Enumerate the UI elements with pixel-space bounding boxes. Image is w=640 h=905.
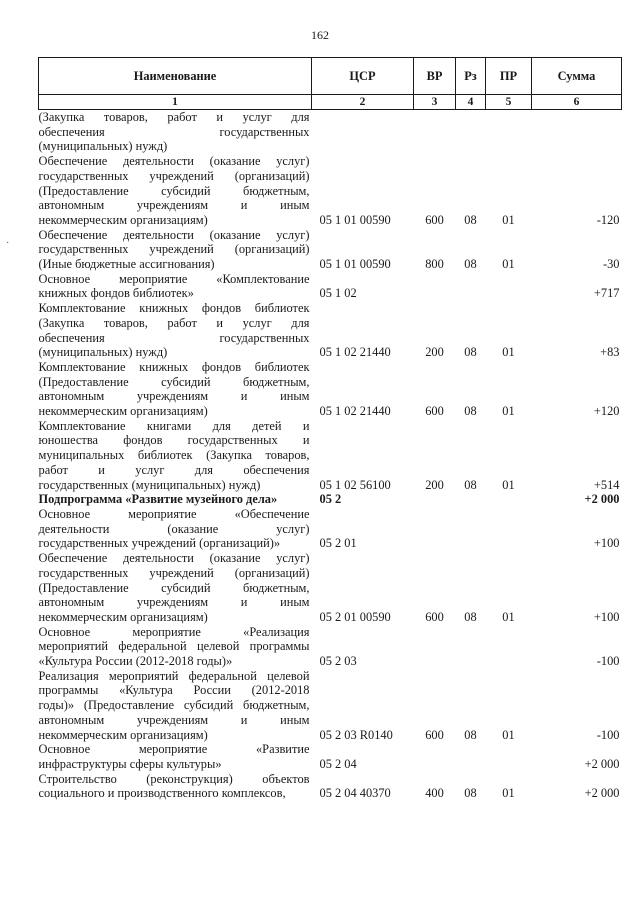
row-name-line: государственных (муниципальных) нужд) (38, 477, 261, 492)
row-name (39, 772, 312, 801)
header-row (39, 58, 622, 95)
row-name-line: Обеспечение деятельности (оказание услуг) (38, 551, 310, 566)
scan-edge-mark: · (6, 238, 10, 249)
row-pr: 01 (502, 345, 515, 360)
row-sum: +120 (593, 404, 620, 419)
header-sum: Сумма (532, 58, 622, 95)
budget-table (38, 57, 622, 801)
row-name-line: работ и услуг для обеспечения (38, 462, 310, 477)
row-csr (312, 110, 414, 155)
row-name-line: автономным учреждениям и иным (38, 712, 310, 727)
row-rz (456, 110, 486, 155)
column-number: 5 (486, 95, 532, 110)
row-vr: 200 (425, 477, 444, 492)
row-name (39, 507, 312, 551)
row-vr (414, 492, 456, 507)
row-name-line: автономным учреждениям и иным (38, 595, 310, 610)
table-row (39, 551, 622, 625)
table-row (39, 154, 622, 228)
row-name-line: некоммерческим организациям) (38, 212, 208, 227)
row-csr: 05 1 02 (319, 286, 357, 301)
row-sum: +514 (593, 477, 620, 492)
row-name-line: Обеспечение деятельности (оказание услуг) (38, 154, 310, 169)
row-name-line: книжных фондов библиотек» (38, 286, 194, 301)
column-number-row (39, 95, 622, 110)
row-name-line: автономным учреждениям и иным (38, 198, 310, 213)
table-row (39, 110, 622, 155)
row-rz: 08 (464, 477, 477, 492)
column-number: 6 (532, 95, 622, 110)
row-vr (414, 110, 456, 155)
row-name-line: (Закупка товаров, работ и услуг для (38, 315, 310, 330)
row-sum: -30 (602, 257, 620, 272)
row-name-line: некоммерческим организациям) (38, 727, 208, 742)
table-row (39, 301, 622, 360)
header-rz: Рз (456, 58, 486, 95)
row-name-line: инфраструктуры сферы культуры» (38, 756, 222, 771)
row-pr: 01 (502, 786, 515, 801)
header-csr: ЦСР (312, 58, 414, 95)
row-csr: 05 2 (319, 492, 342, 507)
row-rz (456, 272, 486, 301)
row-name-line: (муниципальных) нужд) (38, 345, 168, 360)
row-sum (532, 110, 622, 155)
row-pr: 01 (502, 404, 515, 419)
row-name-line: Реализация мероприятий федеральной целевой (38, 668, 310, 683)
table-row (39, 625, 622, 669)
row-csr: 05 2 03 (319, 654, 357, 669)
row-name (39, 551, 312, 625)
row-sum: +100 (593, 536, 620, 551)
row-vr: 200 (425, 345, 444, 360)
row-name (39, 669, 312, 743)
row-name-line: (Иные бюджетные ассигнования) (38, 257, 215, 272)
row-name (39, 228, 312, 272)
row-name (39, 272, 312, 301)
row-pr (486, 625, 532, 669)
row-rz (456, 492, 486, 507)
table-row (39, 360, 622, 419)
row-name-line: (Предоставление субсидий бюджетным, (38, 183, 310, 198)
row-pr (486, 507, 532, 551)
row-name-line: государственных учреждений (организаций) (38, 565, 310, 580)
row-sum: -120 (596, 212, 620, 227)
row-name-line: годы)» (Предоставление субсидий бюджетным, (38, 698, 310, 713)
row-rz: 08 (464, 257, 477, 272)
row-csr: 05 1 01 00590 (319, 212, 391, 227)
row-pr: 01 (502, 212, 515, 227)
row-name-line: Основное мероприятие «Реализация (38, 624, 310, 639)
row-csr: 05 1 02 21440 (319, 345, 391, 360)
row-name (39, 110, 312, 155)
table-row (39, 272, 622, 301)
row-rz: 08 (464, 212, 477, 227)
row-vr (414, 507, 456, 551)
column-number: 4 (456, 95, 486, 110)
row-name-line: государственных учреждений (организаций)» (38, 536, 281, 551)
column-number: 3 (414, 95, 456, 110)
table-row (39, 228, 622, 272)
row-sum: +717 (593, 286, 620, 301)
table-row (39, 419, 622, 493)
row-vr: 800 (425, 257, 444, 272)
row-sum: -100 (596, 654, 620, 669)
table-row (39, 742, 622, 771)
row-name (39, 301, 312, 360)
row-name (39, 742, 312, 771)
row-vr: 400 (425, 786, 444, 801)
row-sum: +83 (600, 345, 620, 360)
row-vr (414, 272, 456, 301)
row-name-line: обеспечения государственных (38, 330, 310, 345)
row-rz: 08 (464, 345, 477, 360)
row-name-line: мероприятий федеральной целевой программы (38, 639, 310, 654)
row-vr (414, 742, 456, 771)
row-pr: 01 (502, 257, 515, 272)
row-pr: 01 (502, 609, 515, 624)
row-name-line: (Предоставление субсидий бюджетным, (38, 374, 310, 389)
row-pr (486, 492, 532, 507)
row-name (39, 154, 312, 228)
row-csr: 05 2 04 40370 (319, 786, 391, 801)
row-name-line: деятельности (оказание услуг) (38, 521, 310, 536)
table-row (39, 507, 622, 551)
row-pr: 01 (502, 727, 515, 742)
row-csr: 05 2 04 (319, 756, 357, 771)
row-name-line: некоммерческим организациям) (38, 404, 208, 419)
row-sum: -100 (596, 727, 620, 742)
row-name-line: (муниципальных) нужд) (38, 139, 168, 154)
row-name (39, 492, 312, 507)
row-name (39, 360, 312, 419)
row-name-line: социального и производственного комплексов, (38, 786, 286, 801)
table-header (39, 58, 622, 110)
column-number: 1 (39, 95, 312, 110)
row-rz: 08 (464, 404, 477, 419)
row-vr: 600 (425, 212, 444, 227)
row-name-line: программы «Культура России (2012-2018 (38, 683, 310, 698)
row-name-line: государственных учреждений (организаций) (38, 168, 310, 183)
row-rz: 08 (464, 609, 477, 624)
row-sum: +2 000 (584, 786, 620, 801)
row-name-line: Основное мероприятие «Обеспечение (38, 506, 310, 521)
row-name-line: Комплектование книжных фондов библиотек (38, 301, 310, 316)
row-name (39, 625, 312, 669)
row-name-line: Подпрограмма «Развитие музейного дела» (38, 492, 278, 507)
row-name-line: Комплектование книгами для детей и (38, 418, 310, 433)
row-name-line: (Предоставление субсидий бюджетным, (38, 580, 310, 595)
table-row (39, 669, 622, 743)
row-name-line: Комплектование книжных фондов библиотек (38, 359, 310, 374)
row-vr: 600 (425, 404, 444, 419)
row-name-line: автономным учреждениям и иным (38, 389, 310, 404)
row-pr (486, 742, 532, 771)
row-csr: 05 1 02 21440 (319, 404, 391, 419)
row-csr: 05 2 01 00590 (319, 609, 391, 624)
row-csr: 05 2 03 R0140 (319, 727, 393, 742)
row-name-line: Обеспечение деятельности (оказание услуг) (38, 227, 310, 242)
row-rz: 08 (464, 786, 477, 801)
row-csr: 05 2 01 (319, 536, 357, 551)
row-name-line: (Закупка товаров, работ и услуг для (38, 110, 310, 124)
row-csr: 05 1 01 00590 (319, 257, 391, 272)
row-name-line: некоммерческим организациям) (38, 609, 208, 624)
row-name-line: «Культура России (2012-2018 годы)» (38, 654, 233, 669)
row-name-line: государственных учреждений (организаций) (38, 242, 310, 257)
table-row (39, 492, 622, 507)
page-number: 162 (311, 28, 329, 42)
row-vr: 600 (425, 609, 444, 624)
header-pr: ПР (486, 58, 532, 95)
row-pr: 01 (502, 477, 515, 492)
row-vr (414, 625, 456, 669)
row-rz (456, 625, 486, 669)
column-number: 2 (312, 95, 414, 110)
row-rz: 08 (464, 727, 477, 742)
row-name (39, 419, 312, 493)
table-row (39, 772, 622, 801)
row-csr: 05 1 02 56100 (319, 477, 391, 492)
row-sum: +100 (593, 609, 620, 624)
row-sum: +2 000 (584, 492, 620, 507)
row-name-line: Строительство (реконструкция) объектов (38, 771, 310, 786)
header-vr: ВР (414, 58, 456, 95)
header-name: Наименование (39, 58, 312, 95)
row-name-line: обеспечения государственных (38, 124, 310, 139)
row-rz (456, 742, 486, 771)
row-name-line: Основное мероприятие «Развитие (38, 742, 310, 757)
row-name-line: Основное мероприятие «Комплектование (38, 271, 310, 286)
row-name-line: юношества фондов государственных и (38, 433, 310, 448)
row-name-line: муниципальных библиотек (Закупка товаров, (38, 448, 310, 463)
row-pr (486, 272, 532, 301)
table-body (39, 110, 622, 802)
row-pr (486, 110, 532, 155)
row-rz (456, 507, 486, 551)
row-sum: +2 000 (584, 756, 620, 771)
row-vr: 600 (425, 727, 444, 742)
